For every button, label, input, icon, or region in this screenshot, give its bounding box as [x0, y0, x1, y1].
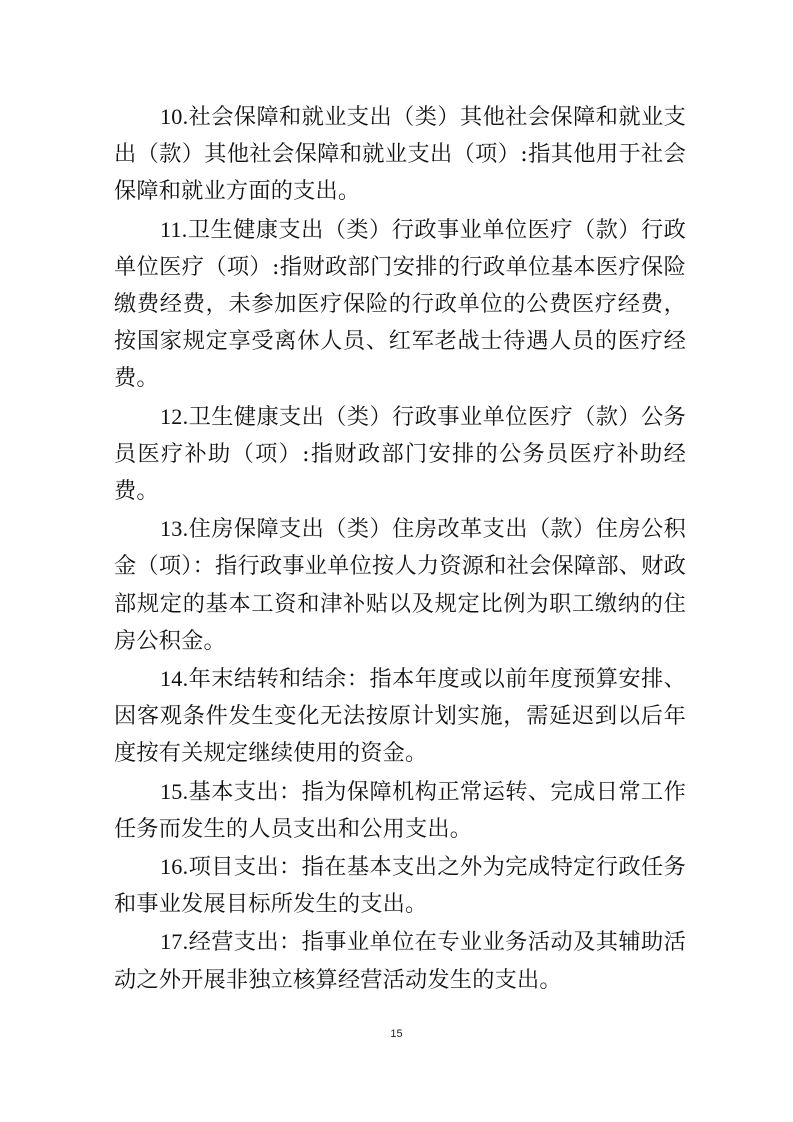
paragraph-text: 卫生健康支出（类）行政事业单位医疗（款）行政单位医疗（项）:指财政部门安排的行政单位基本医疗保险缴费经费，未参加医疗保险的行政单位的公费医疗经费，按国家规定享受离休人员、红军老战士待遇人员的医疗经费。 [114, 216, 686, 392]
paragraph-number: 15. [160, 778, 189, 804]
paragraph-number: 12. [160, 403, 189, 429]
paragraph-number: 17. [160, 929, 189, 955]
paragraph-10 [114, 98, 686, 211]
paragraph-12 [114, 398, 686, 511]
paragraph-number: 13. [160, 516, 189, 542]
paragraph-text: 住房保障支出（类）住房改革支出（款）住房公积金（项）：指行政事业单位按人力资源和社会保障部、财政部规定的基本工资和津补贴以及规定比例为职工缴纳的住房公积金。 [114, 516, 686, 654]
paragraph-number: 11. [160, 216, 188, 242]
paragraph-text: 经营支出：指事业单位在专业业务活动及其辅助活动之外开展非独立核算经营活动发生的支出。 [114, 929, 686, 993]
paragraph-text: 社会保障和就业支出（类）其他社会保障和就业支出（款）其他社会保障和就业支出（项）:指其他用于社会保障和就业方面的支出。 [114, 104, 686, 205]
paragraph-11 [114, 211, 686, 398]
paragraph-text: 基本支出：指为保障机构正常运转、完成日常工作任务而发生的人员支出和公用支出。 [114, 778, 686, 842]
paragraph-text: 卫生健康支出（类）行政事业单位医疗（款）公务员医疗补助（项）:指财政部门安排的公务员医疗补助经费。 [114, 403, 686, 505]
paragraph-number: 14. [160, 666, 189, 692]
paragraph-14 [114, 660, 686, 773]
paragraph-17 [114, 923, 686, 998]
paragraph-number: 10. [160, 104, 189, 129]
paragraph-15 [114, 773, 686, 848]
paragraph-text: 项目支出：指在基本支出之外为完成特定行政任务和事业发展目标所发生的支出。 [114, 854, 686, 918]
paragraph-text: 年末结转和结余：指本年度或以前年度预算安排、因客观条件发生变化无法按原计划实施，需延迟到以后年度按有关规定继续使用的资金。 [114, 666, 686, 767]
page-number: 15 [390, 1028, 403, 1040]
document-body [114, 98, 686, 999]
paragraph-13 [114, 510, 686, 660]
paragraph-number: 16. [160, 854, 189, 880]
paragraph-16 [114, 848, 686, 923]
